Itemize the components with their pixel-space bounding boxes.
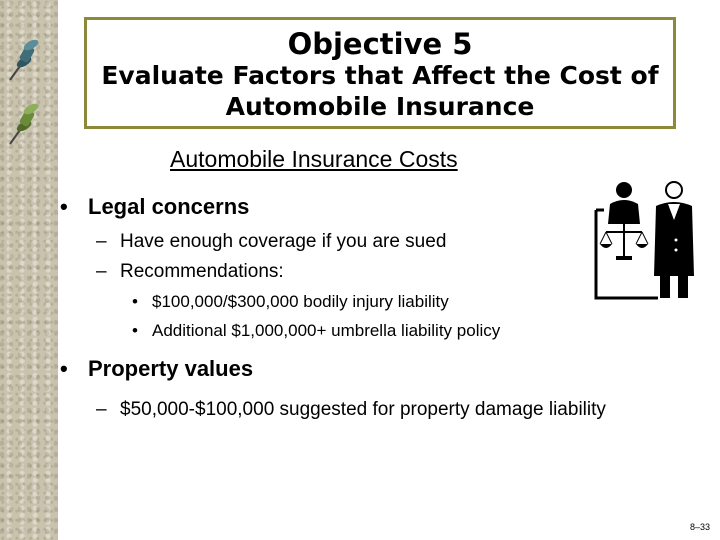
list-item: – $50,000-$100,000 suggested for property damage liability <box>96 399 606 420</box>
bullet-label: Legal concerns <box>88 194 250 219</box>
list-item: – Recommendations: <box>96 261 284 282</box>
sub-list-item-text: $100,000/$300,000 bodily injury liability <box>152 292 449 311</box>
bullet-legal-concerns: • Legal concerns <box>60 194 250 219</box>
slide-subtitle-line1: Evaluate Factors that Affect the Cost of <box>101 61 659 90</box>
slide-number: 8–33 <box>689 522 710 532</box>
bullet-label: Property values <box>88 356 254 381</box>
list-item: – Have enough coverage if you are sued <box>96 231 447 252</box>
list-item-text: Have enough coverage if you are sued <box>120 231 447 252</box>
pushpin-icon <box>2 36 42 86</box>
list-item-text: Recommendations: <box>120 261 284 282</box>
pushpin-icon <box>2 100 42 150</box>
lawyer-scales-clipart <box>592 180 704 300</box>
section-heading: Automobile Insurance Costs <box>170 146 458 172</box>
sub-list-item: • $100,000/$300,000 bodily injury liability <box>132 292 449 311</box>
bullet-property-values: • Property values <box>60 356 254 381</box>
sub-list-item: • Additional $1,000,000+ umbrella liability policy <box>132 321 501 340</box>
list-item-text: $50,000-$100,000 suggested for property damage liability <box>120 399 606 420</box>
slide-title: Objective 5 <box>287 27 473 61</box>
title-box <box>84 17 676 129</box>
sub-list-item-text: Additional $1,000,000+ umbrella liability policy <box>152 321 501 340</box>
slide-subtitle-line2: Automobile Insurance <box>225 92 535 121</box>
